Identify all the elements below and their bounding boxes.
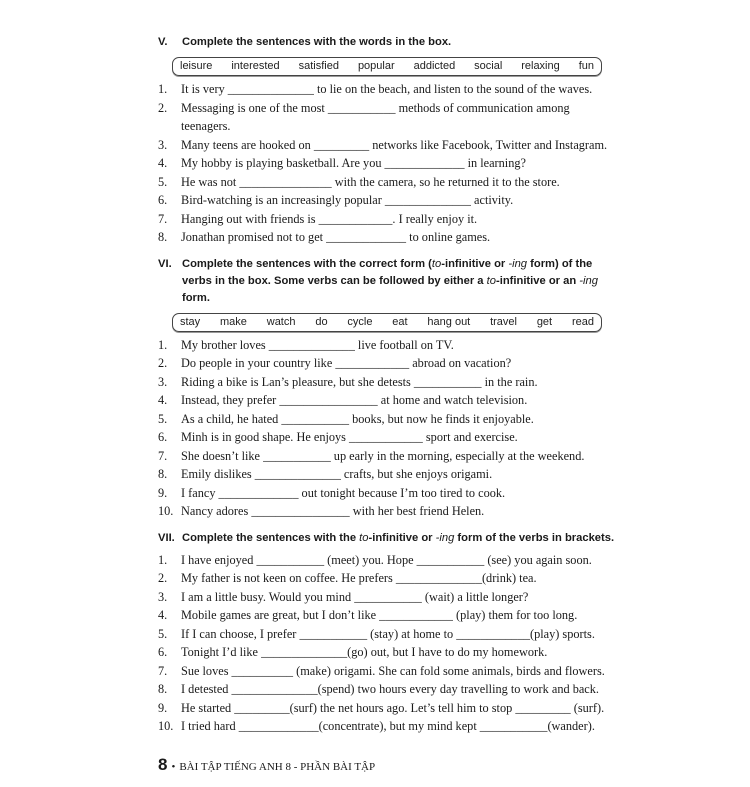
- exercise-item: [158, 569, 620, 588]
- exercise-item: [158, 606, 620, 625]
- exercise-item: [158, 410, 620, 429]
- exercise-item: [158, 154, 620, 173]
- item-number: 2.: [158, 100, 168, 115]
- item-number: 1.: [158, 82, 168, 96]
- item-number: 6.: [158, 430, 168, 444]
- item-text: Mobile games are great, but I don’t like ____________ (play) them for too long.: [181, 608, 578, 622]
- item-number: 2.: [158, 571, 168, 585]
- word-box-item: cycle: [347, 315, 373, 328]
- item-text: If I can choose, I prefer ___________ (stay) at home to ____________(play) sports.: [181, 626, 595, 641]
- item-number: 9.: [158, 700, 168, 715]
- item-number: 7.: [158, 448, 168, 463]
- exercise-item: [158, 502, 620, 521]
- word-box-item: social: [474, 60, 503, 72]
- exercise-item: [158, 643, 620, 662]
- word-box-item: watch: [266, 315, 296, 328]
- word-box-item: travel: [490, 315, 517, 328]
- heading-segment: to: [486, 274, 496, 287]
- item-number: 4.: [158, 156, 168, 170]
- item-number: 9.: [158, 485, 168, 500]
- item-number: 8.: [158, 230, 168, 244]
- item-text: It is very ______________ to lie on the beach, and listen to the sound of the waves.: [181, 82, 593, 96]
- item-number: 4.: [158, 608, 168, 622]
- exercise-vi: [158, 256, 620, 521]
- item-text: Sue loves __________ (make) origami. She can fold some animals, birds and flowers.: [181, 663, 605, 678]
- heading-segment: -ing: [435, 531, 455, 544]
- word-box-item: get: [536, 315, 553, 328]
- item-text: Riding a bike is Lan’s pleasure, but she detests ___________ in the rain.: [181, 374, 538, 389]
- word-box-item: hang out: [427, 315, 471, 328]
- heading-text: [182, 256, 620, 307]
- item-number: 5.: [158, 411, 168, 426]
- item-text: Messaging is one of the most ___________ methods of communication among teenagers.: [181, 100, 570, 133]
- item-number: 8.: [158, 467, 168, 481]
- item-text: My father is not keen on coffee. He prefers ______________(drink) tea.: [181, 571, 537, 585]
- item-number: 7.: [158, 211, 168, 226]
- page-footer: [158, 755, 620, 775]
- section-number: VII.: [158, 531, 175, 544]
- item-text: I detested ______________(spend) two hours every day travelling to work and back.: [181, 682, 599, 696]
- page-number: 8: [158, 754, 168, 774]
- exercise-item: [158, 662, 620, 681]
- item-number: 2.: [158, 356, 168, 370]
- item-text: Hanging out with friends is ____________. I really enjoy it.: [181, 211, 478, 226]
- word-box-item: satisfied: [298, 60, 339, 72]
- item-number: 3.: [158, 589, 168, 604]
- item-text: My hobby is playing basketball. Are you _____________ in learning?: [181, 156, 526, 170]
- item-text: He started _________(surf) the net hours ago. Let’s tell him to stop _________ (surf).: [181, 700, 605, 715]
- section-heading: [158, 34, 620, 51]
- exercise-item: [158, 80, 620, 99]
- item-text: Tonight I’d like ______________(go) out, but I have to do my homework.: [181, 645, 548, 659]
- section-heading: [158, 530, 620, 547]
- exercise-item: [158, 484, 620, 503]
- exercise-item: [158, 551, 620, 570]
- heading-segment: -infinitive or: [441, 257, 509, 270]
- heading-segment: Complete the sentences with the correct form (: [182, 257, 432, 270]
- heading-segment: -infinitive or an: [495, 274, 580, 287]
- item-number: 1.: [158, 552, 168, 567]
- exercise-item: [158, 465, 620, 484]
- item-text: Nancy adores ________________ with her best friend Helen.: [181, 504, 485, 518]
- exercise-item: [158, 588, 620, 607]
- exercise-item: [158, 136, 620, 155]
- word-box-item: relaxing: [521, 60, 560, 72]
- word-box: [172, 57, 602, 76]
- item-text: Jonathan promised not to get _____________ to online games.: [181, 230, 491, 244]
- item-text: My brother loves ______________ live football on TV.: [181, 337, 454, 352]
- word-box-item: eat: [392, 315, 408, 328]
- item-text: Emily dislikes ______________ crafts, but she enjoys origami.: [181, 467, 493, 481]
- word-box-item: fun: [578, 60, 594, 72]
- heading-segment: -ing: [508, 257, 528, 270]
- item-text: He was not _______________ with the camera, so he returned it to the store.: [181, 174, 560, 189]
- item-number: 3.: [158, 137, 168, 152]
- word-box-item: interested: [231, 60, 280, 72]
- item-text: As a child, he hated ___________ books, but now he finds it enjoyable.: [181, 411, 534, 426]
- footer-bullet: •: [171, 760, 176, 773]
- item-text: I am a little busy. Would you mind ___________ (wait) a little longer?: [181, 589, 529, 604]
- word-box-item: popular: [357, 60, 395, 72]
- heading-segment: Complete the sentences with the: [182, 531, 360, 544]
- word-box-item: addicted: [413, 60, 456, 72]
- section-number: V.: [158, 36, 168, 48]
- item-text: Minh is in good shape. He enjoys ____________ sport and exercise.: [181, 430, 518, 444]
- item-text: Instead, they prefer ________________ at home and watch television.: [181, 393, 528, 407]
- exercise-item: [158, 210, 620, 229]
- item-number: 6.: [158, 193, 168, 207]
- item-text: I tried hard _____________(concentrate), but my mind kept ___________(wander).: [181, 719, 595, 733]
- exercise-item: [158, 717, 620, 736]
- heading-segment: -infinitive or: [368, 531, 436, 544]
- heading-segment: to: [359, 531, 369, 544]
- heading-segment: form) of the verbs in the box. Some verbs can be followed by either a: [182, 257, 593, 287]
- exercise-item: [158, 391, 620, 410]
- exercise-vii: [158, 530, 620, 736]
- book-title: BÀI TẬP TIẾNG ANH 8 - PHẦN BÀI TẬP: [179, 760, 376, 773]
- item-number: 6.: [158, 645, 168, 659]
- item-number: 4.: [158, 393, 168, 407]
- exercise-item: [158, 228, 620, 247]
- item-text: She doesn’t like ___________ up early in the morning, especially at the weekend.: [181, 448, 585, 463]
- item-text: Bird-watching is an increasingly popular ______________ activity.: [181, 193, 514, 207]
- item-number: 5.: [158, 626, 168, 641]
- exercise-item: [158, 680, 620, 699]
- word-box-item: make: [220, 315, 247, 328]
- item-text: I fancy _____________ out tonight because I’m too tired to cook.: [181, 485, 506, 500]
- word-box-item: read: [571, 315, 594, 328]
- item-number: 1.: [158, 337, 168, 352]
- heading-segment: form.: [182, 291, 210, 304]
- item-number: 3.: [158, 374, 168, 389]
- word-box-item: do: [315, 315, 328, 328]
- item-text: I have enjoyed ___________ (meet) you. Hope ___________ (see) you again soon.: [181, 552, 592, 567]
- exercise-item: [158, 428, 620, 447]
- item-text: Do people in your country like ____________ abroad on vacation?: [181, 356, 512, 370]
- exercise-item: [158, 625, 620, 644]
- item-number: 10.: [158, 719, 174, 733]
- exercise-v: [158, 34, 620, 247]
- exercise-item: [158, 191, 620, 210]
- item-number: 10.: [158, 504, 174, 518]
- section-number: VI.: [158, 257, 172, 270]
- exercise-item: [158, 99, 620, 136]
- word-box-item: leisure: [180, 60, 213, 72]
- item-number: 7.: [158, 663, 168, 678]
- exercise-item: [158, 447, 620, 466]
- exercise-item: [158, 373, 620, 392]
- word-box: [172, 313, 602, 332]
- exercise-item: [158, 354, 620, 373]
- section-heading: [158, 256, 620, 307]
- item-number: 8.: [158, 682, 168, 696]
- heading-text: [182, 34, 620, 51]
- word-box-item: stay: [180, 315, 201, 328]
- heading-segment: form of the verbs in brackets.: [454, 531, 615, 544]
- exercise-item: [158, 336, 620, 355]
- heading-text: [182, 530, 620, 547]
- exercise-item: [158, 173, 620, 192]
- item-number: 5.: [158, 174, 168, 189]
- exercise-item: [158, 699, 620, 718]
- heading-segment: Complete the sentences with the words in the box.: [182, 36, 452, 48]
- item-text: Many teens are hooked on _________ networks like Facebook, Twitter and Instagram.: [181, 137, 608, 152]
- heading-segment: -ing: [579, 274, 598, 287]
- heading-segment: to: [431, 257, 442, 270]
